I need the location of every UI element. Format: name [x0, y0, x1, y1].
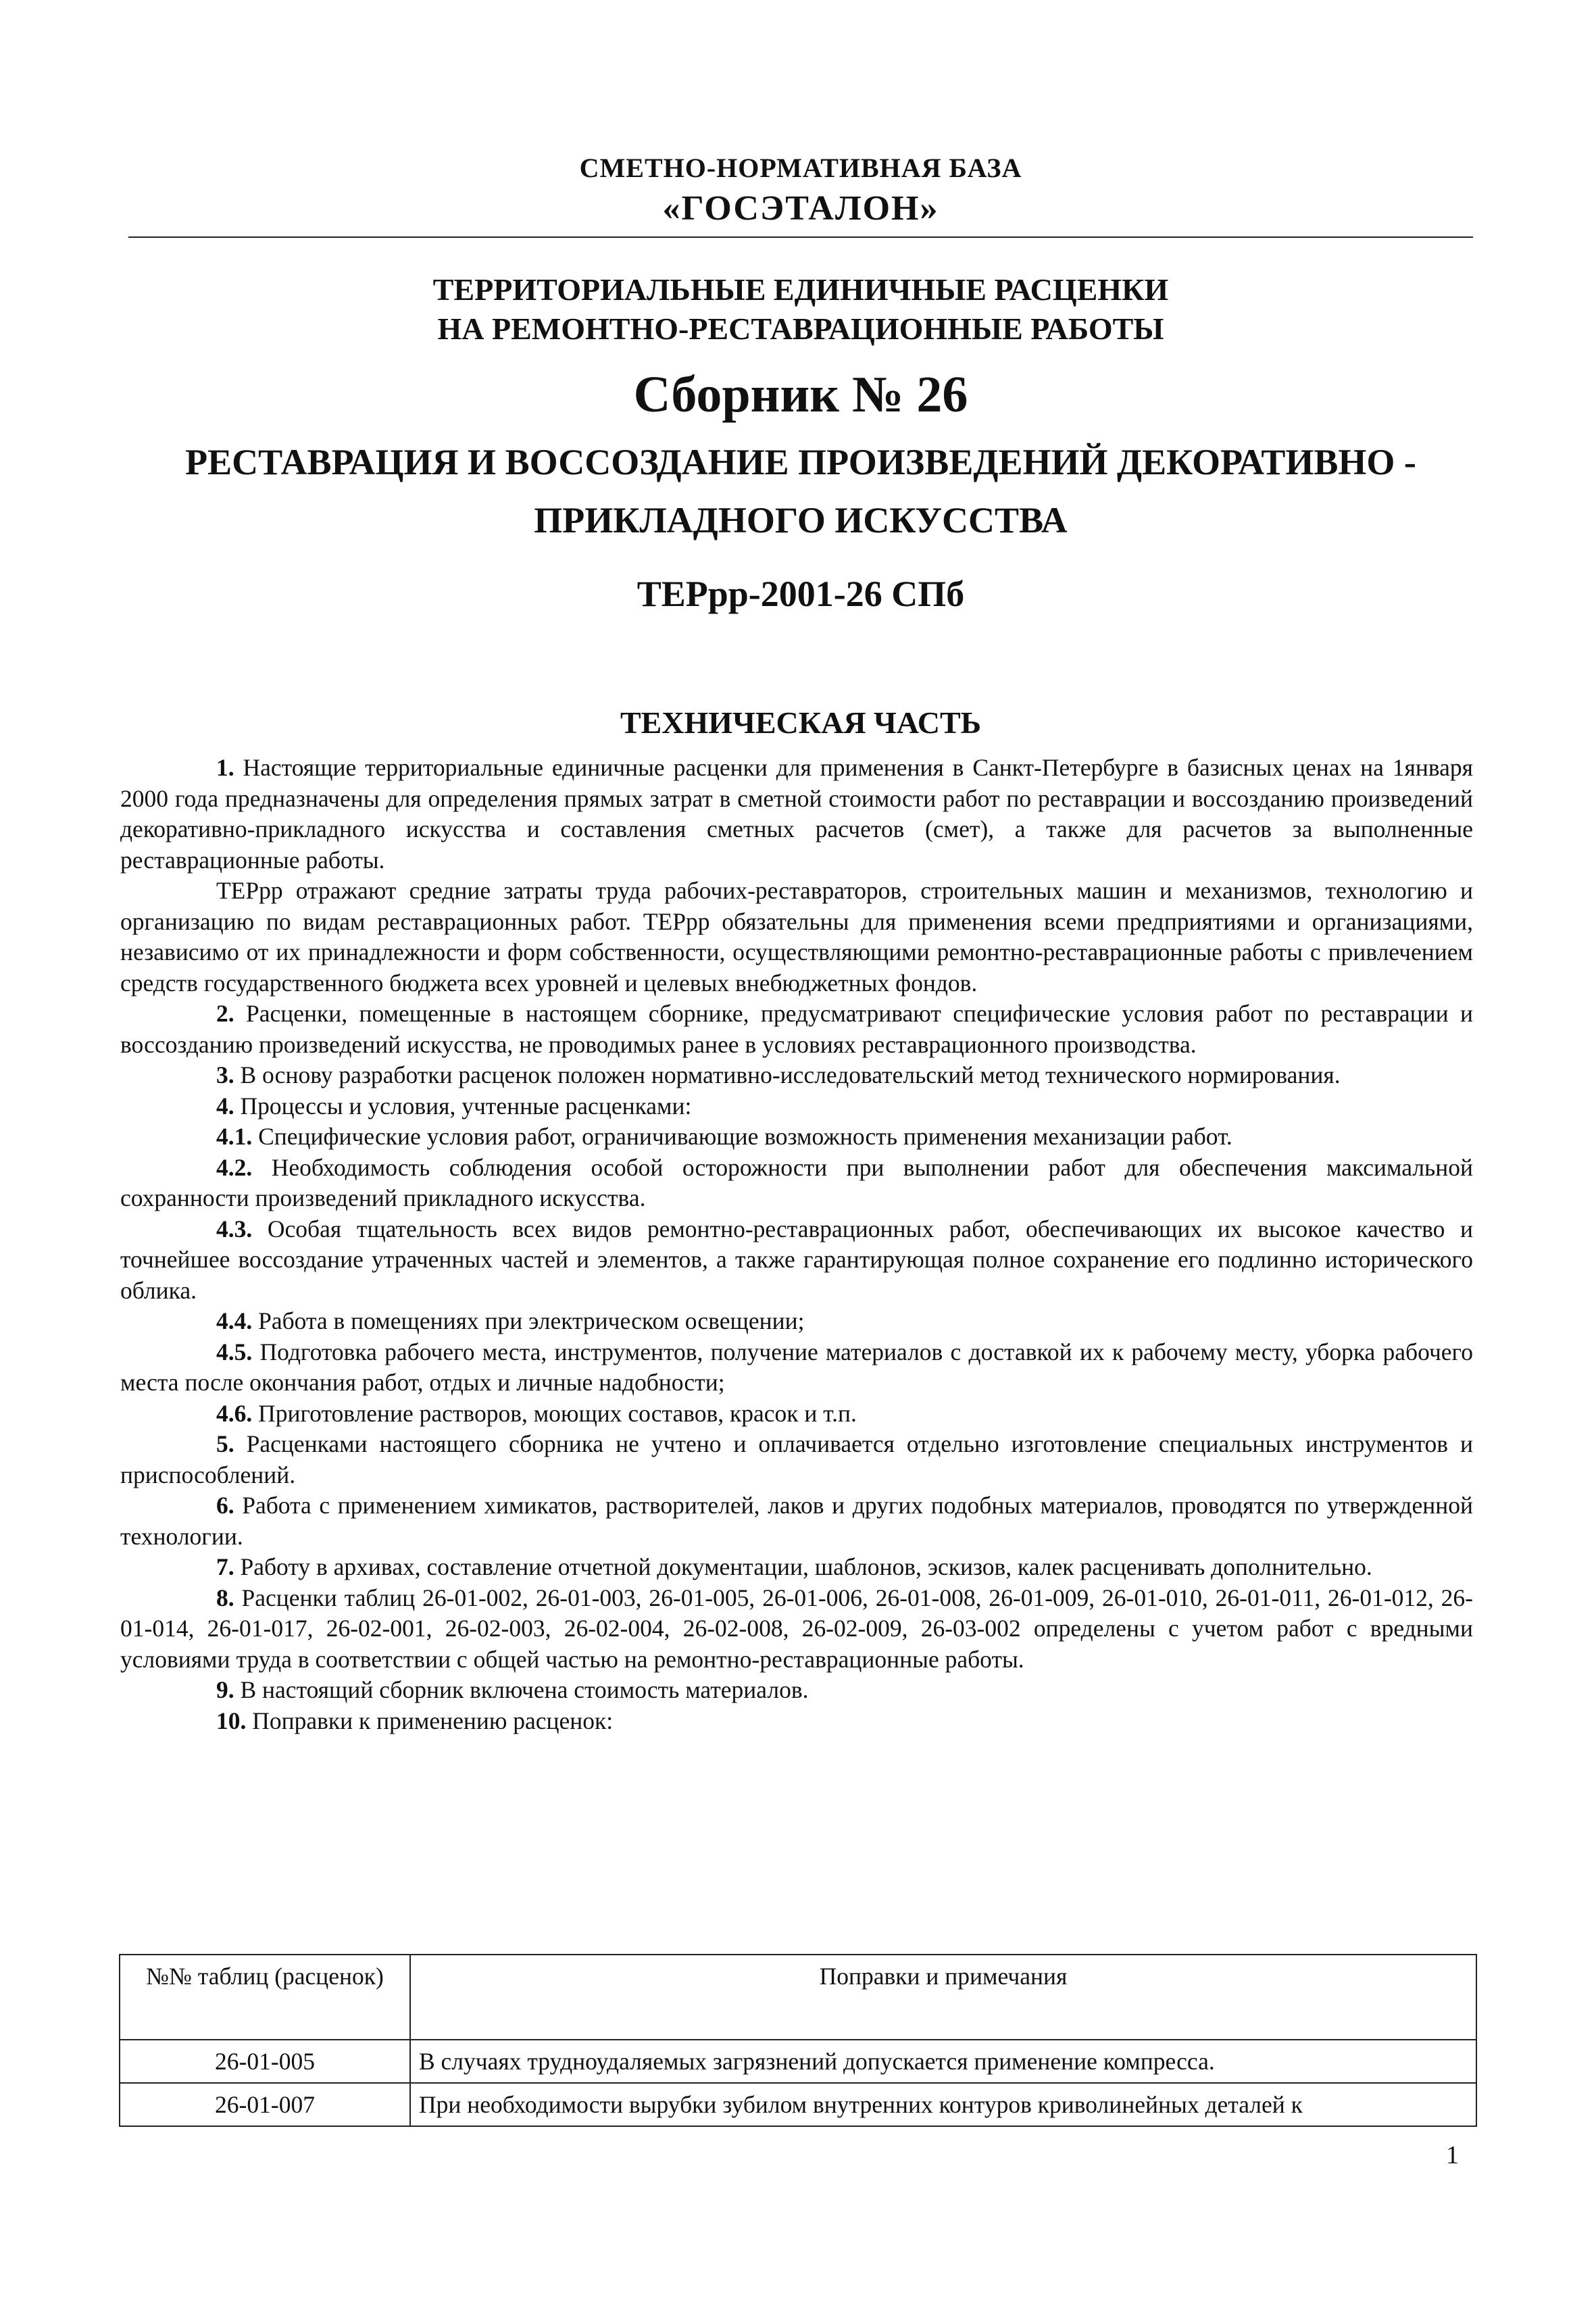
paragraph-number: 2.	[216, 1000, 234, 1027]
section-title: ТЕХНИЧЕСКАЯ ЧАСТЬ	[620, 705, 982, 740]
paragraph-number: 3.	[216, 1061, 234, 1088]
title-main-line-1: РЕСТАВРАЦИЯ И ВОССОЗДАНИЕ ПРОИЗВЕДЕНИЙ ДЕКОРАТИВНО -	[185, 442, 1416, 482]
paragraph	[120, 1306, 1473, 1337]
paragraph-number: 10.	[216, 1707, 247, 1734]
paragraph	[120, 1552, 1473, 1583]
paragraph	[120, 999, 1473, 1060]
paragraph	[120, 1060, 1473, 1091]
paragraph-number: 6.	[216, 1492, 234, 1519]
table-cell-code: 26-01-005	[120, 2040, 410, 2083]
document-code: ТЕРрр-2001-26 СПб	[637, 574, 965, 614]
paragraph	[120, 1583, 1473, 1676]
paragraph-text: В настоящий сборник включена стоимость материалов.	[234, 1676, 809, 1703]
table-row	[120, 2040, 1476, 2083]
paragraph	[120, 1214, 1473, 1307]
paragraph	[120, 1337, 1473, 1399]
table-cell-code: 26-01-007	[120, 2083, 410, 2126]
paragraph	[120, 753, 1473, 876]
body-text	[120, 753, 1473, 1736]
paragraph-number: 4.2.	[216, 1153, 253, 1181]
paragraph	[120, 1490, 1473, 1552]
paragraph	[120, 1399, 1473, 1430]
paragraph-text: Приготовление растворов, моющих составов, красок и т.п.	[252, 1399, 857, 1427]
paragraph-number: 4.5.	[216, 1338, 253, 1365]
document-header	[128, 150, 1473, 238]
header-database-label: СМЕТНО-НОРМАТИВНАЯ БАЗА	[579, 153, 1022, 183]
paragraph-text: Процессы и условия, учтенные расценками:	[234, 1092, 692, 1120]
paragraph-number: 5.	[216, 1430, 234, 1457]
paragraph-number: 4.4.	[216, 1307, 253, 1334]
paragraph-text: Работа с применением химикатов, растворителей, лаков и других подобных материалов, проводятся по утвержденной технологии.	[120, 1492, 1473, 1550]
header-brand-name: «ГОСЭТАЛОН»	[662, 189, 939, 228]
paragraph-text: Работу в архивах, составление отчетной документации, шаблонов, эскизов, калек расценивать дополнительно.	[234, 1553, 1372, 1580]
paragraph-text: Поправки к применению расценок:	[246, 1707, 614, 1734]
title-subtitle-line-2: НА РЕМОНТНО-РЕСТАВРАЦИОННЫЕ РАБОТЫ	[437, 311, 1164, 346]
paragraph-text: Расценки таблиц 26-01-002, 26-01-003, 26-01-005, 26-01-006, 26-01-008, 26-01-009, 26-01-010, 26-01-011, 26-01-012, 26-01-014, 26-01-017, 26-02-001, 26-02-003, 26-02-004, 26-02-008, 26-02-009, 26-03-002 определены с учетом работ с вредными условиями труда в соответствии с общей частью на ремонтно-реставрационные работы.	[120, 1584, 1473, 1673]
paragraph-text: Подготовка рабочего места, инструментов, получение материалов с доставкой их к рабочему месту, уборка рабочего места после окончания работ, отдых и личные надобности;	[120, 1338, 1473, 1396]
collection-number: Сборник № 26	[633, 366, 968, 423]
paragraph	[120, 1153, 1473, 1214]
page-number: 1	[1446, 2141, 1459, 2169]
paragraph	[120, 1122, 1473, 1153]
paragraph	[120, 1429, 1473, 1490]
paragraph	[120, 876, 1473, 999]
corrections-table	[119, 1954, 1477, 2127]
paragraph-number: 4.1.	[216, 1123, 253, 1150]
paragraph-number: 9.	[216, 1676, 234, 1703]
paragraph-text: Специфические условия работ, ограничивающие возможность применения механизации работ.	[252, 1123, 1232, 1150]
paragraph	[120, 1091, 1473, 1122]
paragraph	[120, 1675, 1473, 1706]
paragraph-text: Необходимость соблюдения особой осторожности при выполнении работ для обеспечения максимальной сохранности произведений прикладного искусства.	[120, 1153, 1473, 1211]
paragraph-text: Расценками настоящего сборника не учтено и оплачивается отдельно изготовление специальных инструментов и приспособлений.	[120, 1430, 1473, 1488]
paragraph	[120, 1706, 1473, 1737]
paragraph-text: Особая тщательность всех видов ремонтно-реставрационных работ, обеспечивающих их высокое качество и точнейшее воссоздание утраченных частей и элементов, а также гарантирующая полное сохранение его подлинно исторического облика.	[120, 1215, 1473, 1304]
table-header-row	[120, 1955, 1476, 2040]
paragraph-text: Настоящие территориальные единичные расценки для применения в Санкт-Петербурге в базисных ценах на 1января 2000 года предназначены для определения прямых затрат в сметной стоимости работ по реставрации и воссозданию произведений декоративно-прикладного искусства и составления сметных расчетов (смет), а также для расчетов за выполненные реставрационные работы.	[120, 754, 1473, 874]
table-cell-note: При необходимости вырубки зубилом внутренних контуров криволинейных деталей к	[410, 2083, 1476, 2126]
column-header-notes: Поправки и примечания	[410, 1955, 1476, 2040]
title-subtitle-line-1: ТЕРРИТОРИАЛЬНЫЕ ЕДИНИЧНЫЕ РАСЦЕНКИ	[432, 272, 1169, 307]
paragraph-number: 4.6.	[216, 1399, 253, 1427]
paragraph-number: 4.3.	[216, 1215, 253, 1242]
table-cell-note: В случаях трудноудаляемых загрязнений допускается применение компресса.	[410, 2040, 1476, 2083]
paragraph-number: 8.	[216, 1584, 234, 1611]
paragraph-number: 4.	[216, 1092, 234, 1120]
title-block	[101, 270, 1500, 618]
column-header-table-numbers: №№ таблиц (расценок)	[120, 1955, 410, 2040]
corrections-table-wrapper	[119, 1954, 1477, 2127]
paragraph-text: ТЕРрр отражают средние затраты труда рабочих-реставраторов, строительных машин и механизмов, технологию и организацию по видам реставрационных работ. ТЕРрр обязательны для применения всеми предприятиями и организациями, независимо от их принадлежности и форм собственности, осуществляющими ремонтно-реставрационные работы с привлечением средств государственного бюджета всех уровней и целевых внебюджетных фондов.	[120, 877, 1473, 997]
header-divider	[128, 236, 1473, 238]
paragraph-number: 1.	[216, 754, 234, 781]
title-main-line-2: ПРИКЛАДНОГО ИСКУССТВА	[534, 500, 1068, 540]
paragraph-number: 7.	[216, 1553, 234, 1580]
paragraph-text: В основу разработки расценок положен нормативно-исследовательский метод технического нормирования.	[234, 1061, 1341, 1088]
table-row	[120, 2083, 1476, 2126]
paragraph-text: Работа в помещениях при электрическом освещении;	[252, 1307, 805, 1334]
paragraph-text: Расценки, помещенные в настоящем сборнике, предусматривают специфические условия работ по реставрации и воссозданию произведений искусства, не проводимых ранее в условиях реставрационного производства.	[120, 1000, 1473, 1058]
